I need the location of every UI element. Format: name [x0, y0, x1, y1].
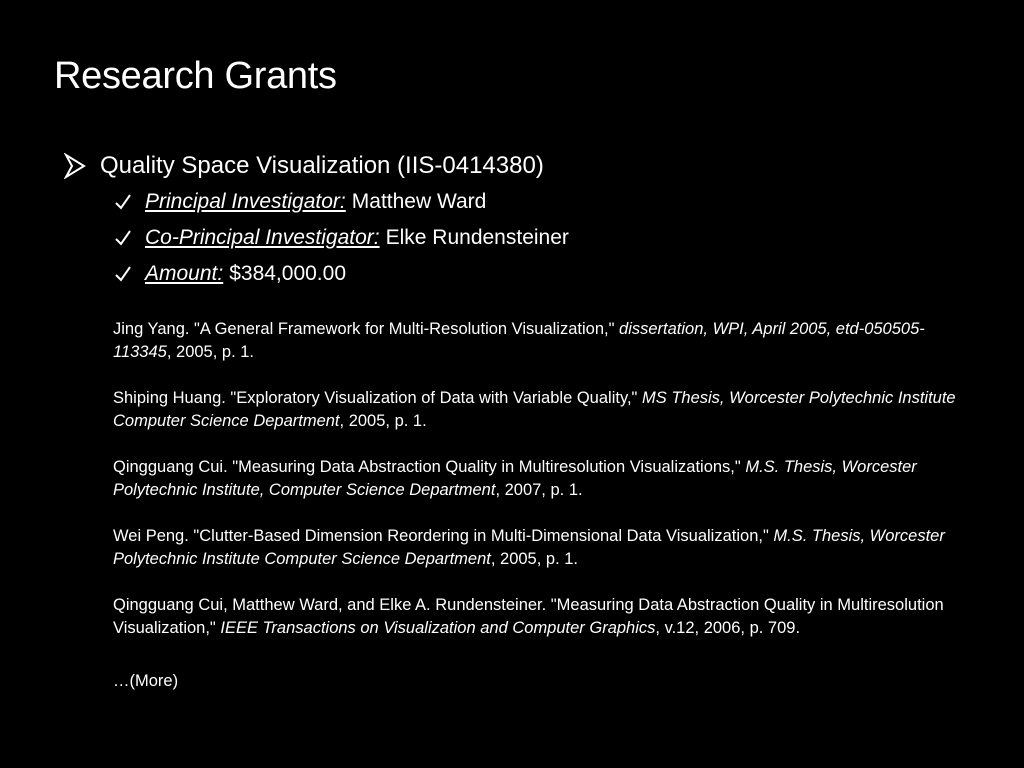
reference-text: Shiping Huang. "Exploratory Visualization of Data with Variable Quality,"	[113, 389, 642, 407]
reference-venue: M.S. Thesis, Worcester Polytechnic Institute Computer Science Department	[113, 527, 945, 568]
grant-section	[64, 148, 984, 292]
reference-item	[113, 387, 975, 433]
grant-detail-amount	[114, 256, 984, 292]
reference-tail: , v.12, 2006, p. 709.	[655, 619, 801, 637]
reference-tail: , 2007, p. 1.	[495, 481, 583, 499]
reference-venue: dissertation, WPI, April 2005, etd-050505-113345	[113, 320, 925, 361]
reference-venue: IEEE Transactions on Visualization and Computer Graphics	[220, 619, 656, 637]
reference-venue: MS Thesis, Worcester Polytechnic Institute Computer Science Department	[113, 389, 956, 430]
grant-detail-co-pi	[114, 220, 984, 256]
grant-detail-pi	[114, 184, 984, 220]
detail-label: Co-Principal Investigator:	[145, 226, 380, 249]
reference-text: Jing Yang. "A General Framework for Multi-Resolution Visualization,"	[113, 320, 620, 338]
detail-label: Amount:	[145, 262, 224, 285]
detail-value: $384,000.00	[229, 262, 347, 285]
reference-text: Wei Peng. "Clutter-Based Dimension Reordering in Multi-Dimensional Data Visualization,"	[113, 527, 774, 545]
arrow-bullet-icon	[64, 153, 86, 179]
checkmark-icon	[114, 229, 132, 247]
reference-text: Qingguang Cui, Matthew Ward, and Elke A. Rundensteiner. "Measuring Data Abstraction Quality in Multiresolution Visualization,"	[113, 596, 944, 637]
reference-tail: , 2005, p. 1.	[490, 550, 579, 568]
reference-item	[113, 456, 975, 502]
reference-item	[113, 525, 975, 571]
checkmark-icon	[114, 265, 132, 283]
references-list	[113, 318, 975, 693]
reference-text: Qingguang Cui. "Measuring Data Abstraction Quality in Multiresolution Visualizations,"	[113, 458, 746, 476]
grant-details-list	[64, 184, 984, 292]
reference-tail: , 2005, p. 1.	[339, 412, 427, 430]
reference-tail: , 2005, p. 1.	[166, 343, 254, 361]
reference-item	[113, 318, 975, 364]
detail-value: Matthew Ward	[351, 190, 487, 213]
detail-label: Principal Investigator:	[145, 190, 346, 213]
more-link[interactable]: …(More)	[113, 672, 179, 690]
reference-venue: M.S. Thesis, Worcester Polytechnic Institute, Computer Science Department	[113, 458, 917, 499]
detail-value: Elke Rundensteiner	[385, 226, 569, 249]
reference-item	[113, 594, 975, 640]
slide-title: Research Grants	[54, 55, 337, 97]
checkmark-icon	[114, 193, 132, 211]
grant-heading	[64, 148, 984, 184]
grant-name: Quality Space Visualization (IIS-0414380)	[100, 152, 544, 179]
